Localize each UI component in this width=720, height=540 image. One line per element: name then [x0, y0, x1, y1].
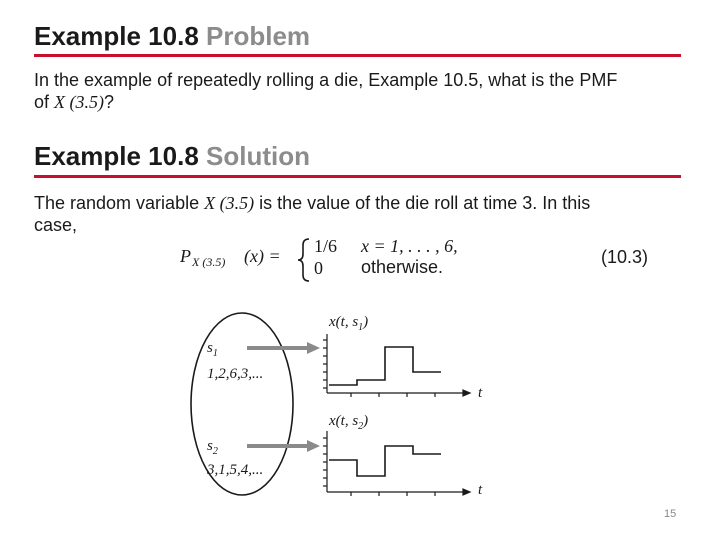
s2-sequence: 3,1,5,4,...	[207, 462, 264, 478]
plot2-axis-t: t	[478, 482, 483, 498]
sample-path-figure	[185, 300, 505, 510]
plot2-title-subscript: 2	[358, 421, 364, 432]
problem-divider	[34, 54, 681, 57]
solution-text	[34, 192, 694, 236]
problem-heading-example: Example 10.8	[34, 21, 199, 51]
solution-divider	[34, 175, 681, 178]
left-brace-icon	[296, 237, 312, 283]
plot1-title-close: )	[363, 314, 369, 330]
plot1-title-subscript: 1	[358, 322, 364, 333]
problem-text-question-mark: ?	[104, 92, 115, 112]
plot2-axes	[323, 431, 470, 496]
solution-heading-example: Example 10.8	[34, 141, 199, 171]
equation-argument: (x) =	[244, 246, 281, 266]
solution-text-b: is the value of the die roll at time 3. In this	[259, 193, 591, 213]
problem-text-line1: In the example of repeatedly rolling a die, Example 10.5, what is the PMF	[34, 70, 618, 90]
s1-sequence: 1,2,6,3,...	[207, 366, 264, 382]
svg-text:s1	[207, 340, 218, 359]
equation-case1-condition: x = 1, . . . , 6,	[361, 236, 458, 256]
solution-heading	[34, 141, 310, 172]
solution-text-a: The random variable	[34, 193, 200, 213]
arrow-s2-icon	[247, 440, 320, 452]
solution-heading-label: Solution	[206, 141, 310, 171]
plot2-sample-path	[329, 446, 441, 476]
plot1-sample-path	[329, 347, 441, 385]
plot1-title: x(t, s	[329, 314, 359, 330]
plot1-axes	[323, 334, 470, 397]
s1-subscript: 1	[212, 348, 218, 359]
solution-text-variable: X (3.5)	[204, 193, 255, 213]
equation-p: P	[180, 246, 191, 266]
plot1-axis-t: t	[478, 385, 483, 401]
s2-subscript: 2	[212, 446, 218, 457]
equation-case2-value: 0	[314, 258, 323, 278]
s2-label: s	[207, 438, 213, 454]
pmf-equation	[180, 236, 480, 282]
problem-heading	[34, 21, 310, 52]
equation-case2-condition: otherwise.	[361, 257, 444, 277]
svg-text:x(t, s1)	[328, 314, 368, 333]
svg-text:s2	[207, 438, 218, 457]
problem-heading-label: Problem	[206, 21, 311, 51]
equation-case1-value: 1/6	[314, 236, 338, 256]
s1-label: s	[207, 340, 213, 356]
problem-text-of: of	[34, 92, 50, 112]
equation-subscript: X (3.5)	[192, 255, 226, 269]
equation-number: (10.3)	[601, 247, 649, 267]
problem-text	[34, 69, 694, 113]
page-number: 15	[664, 508, 677, 520]
problem-text-variable: X (3.5)	[54, 92, 105, 112]
solution-text-line2: case,	[34, 215, 78, 235]
svg-text:x(t, s2)	[328, 413, 368, 432]
plot2-title-close: )	[363, 413, 369, 429]
plot2-title: x(t, s	[329, 413, 359, 429]
